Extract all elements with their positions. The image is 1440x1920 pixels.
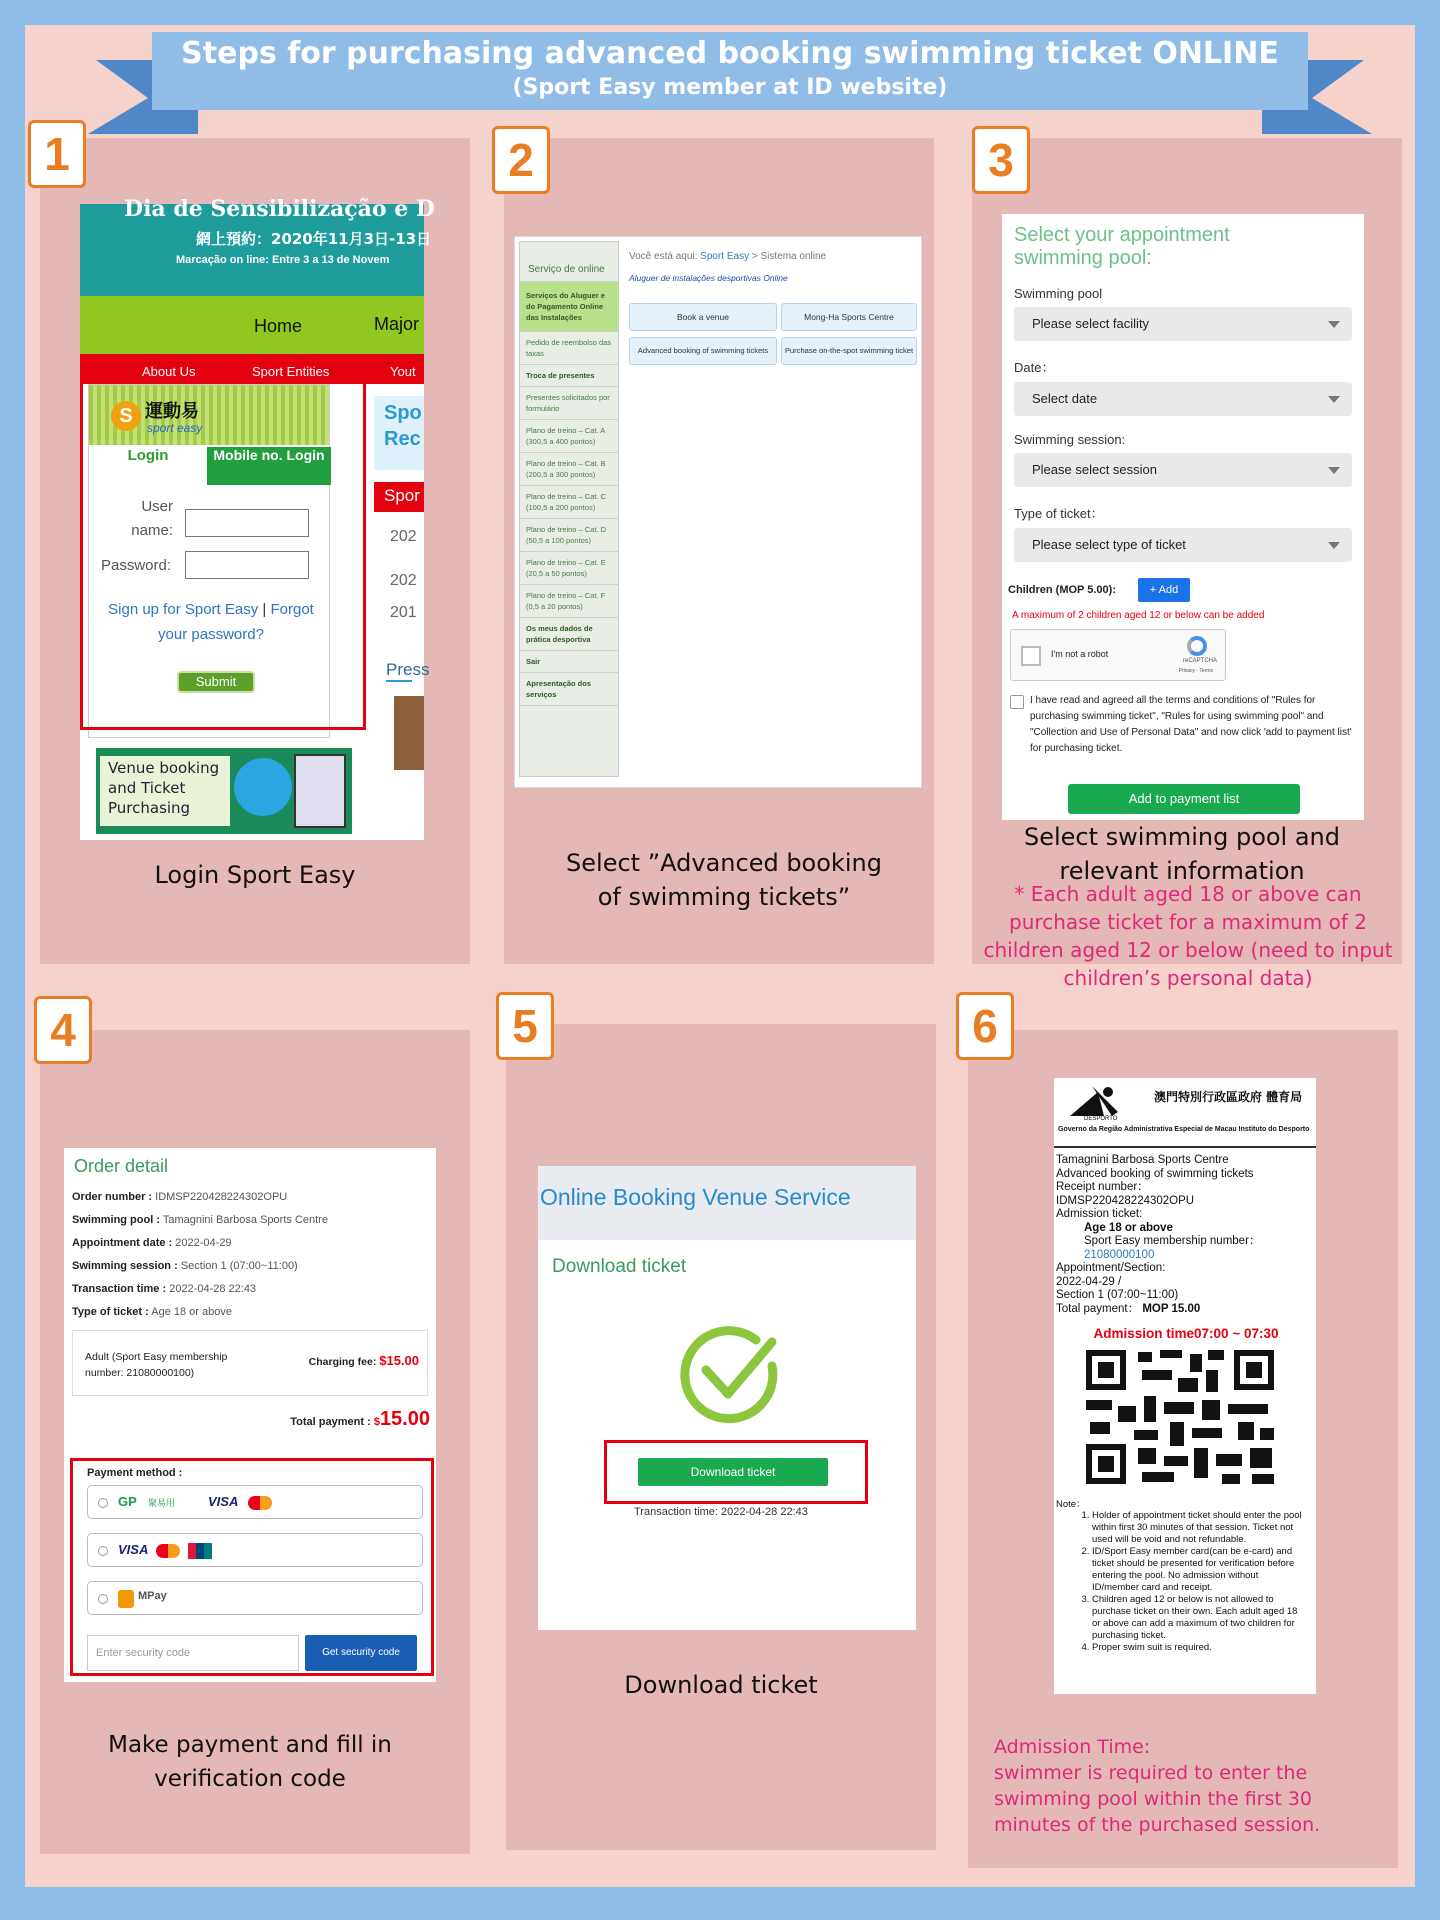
- sidebar-item[interactable]: Plano de treino – Cat. D (50,5 a 100 pontos): [520, 519, 618, 552]
- pay-radio-1[interactable]: [98, 1498, 108, 1508]
- appointment-date: 2022-04-29: [175, 1237, 232, 1249]
- page-subtitle: (Sport Easy member at ID website): [512, 75, 948, 100]
- order-item: Adult (Sport Easy membership number: 21080000100) Charging fee: $15.00: [72, 1330, 428, 1396]
- sidebar-item[interactable]: Serviços do Aluguer e do Pagamento Online das Instalações: [520, 282, 618, 332]
- mpay-icon: [118, 1590, 134, 1608]
- sidebar-item[interactable]: Apresentação dos serviços: [520, 673, 618, 706]
- page-title: Steps for purchasing advanced booking swimming ticket ONLINE: [181, 36, 1279, 71]
- tile-on-the-spot[interactable]: Purchase on-the-spot swimming ticket: [781, 337, 917, 365]
- sub-nav: About Us Sport Entities Yout: [80, 354, 424, 384]
- unionpay-icon: [188, 1543, 212, 1559]
- pay-radio-3[interactable]: [98, 1594, 108, 1604]
- nav-home[interactable]: Home: [254, 316, 303, 336]
- tab-login[interactable]: Login: [89, 447, 207, 485]
- swimming-session: Section 1 (07:00~11:00): [180, 1260, 298, 1272]
- order-detail-title: Order detail: [74, 1156, 169, 1176]
- forgot-password-link[interactable]: Forgot your password?: [158, 601, 314, 643]
- appointment-title: Select your appointment swimming pool:: [1014, 224, 1230, 269]
- pay-option-card[interactable]: VISA: [87, 1533, 423, 1567]
- terms-row: I have read and agreed all the terms and conditions of "Rules for purchasing swimming ticket", "Rules for using swimming pool" and "Collection and Use of Personal Data" and now click 'add to payment list' for purchasing ticket.: [1008, 693, 1358, 757]
- security-code-input[interactable]: Enter security code: [87, 1635, 299, 1671]
- children-warning: A maximum of 2 children aged 12 or below can be added: [1012, 610, 1265, 621]
- sidebar-item[interactable]: Plano de treino – Cat. C (100,5 a 200 pontos): [520, 486, 618, 519]
- password-label: Password:: [101, 557, 172, 574]
- member-number: 21080000100: [1084, 1248, 1155, 1261]
- press-photo: [394, 696, 424, 770]
- step6-screenshot: DESPORTO 澳門特別行政區政府 體育局 Governo da Região Administrativa Especial de Macau Instituto do Desporto Tamagnini Barbosa Sports Centre Advanced booking of swimming tickets Receipt number： IDMSP220428224302OPU Admission ticket: Age 18 or above Sport Easy membership number： 21080000100 Appointment/Section: 2022-04-29 / Section 1 (07:00~11:00) Total payment： MOP 15.00 Admission time07:00 ~ 07:30 Note： 1. Holder of appointment ticket should enter the pool within first 30 minutes of that session. Ticket not used will be void and not refundable. 2. ID/Sport Easy member card(can be e-card) and ticket should be presented for verification before entering the pool. No admission without ID/member card and receipt. 3. Children aged 12 or below is not allowed to purchase ticket on their own. Each adult aged 18 or above can add a maximum of two children for purchasing ticket. 4. Proper swim suit is required.: [1054, 1078, 1316, 1694]
- sidebar-item[interactable]: Plano de treino – Cat. A (300,5 a 400 pontos): [520, 420, 618, 453]
- step2-number: 2: [492, 126, 550, 194]
- total-payment: Total payment : $15.00: [290, 1408, 430, 1430]
- qr-code: [1082, 1348, 1282, 1488]
- header-divider: [1054, 1146, 1316, 1148]
- transaction-time: Transaction time: 2022-04-28 22:43: [634, 1506, 808, 1518]
- login-links: Sign up for Sport Easy | Forgot your password?: [108, 601, 314, 643]
- transaction-time: 2022-04-28 22:43: [169, 1283, 257, 1295]
- sidebar-item[interactable]: Plano de treino – Cat. F (0,5 a 20 pontos): [520, 585, 618, 618]
- sport-easy-logo: S 運動易 sport easy: [89, 385, 329, 445]
- receipt-note-item: 1. Holder of appointment ticket should enter the pool within first 30 minutes of that session. Ticket not used will be void and not refundable.: [1092, 1510, 1302, 1546]
- breadcrumb: Você está aqui: Sport Easy > Sistema online: [629, 251, 827, 262]
- step6-note-title: Admission Time:: [994, 1736, 1151, 1758]
- login-highlight: [80, 378, 366, 730]
- step1-screenshot: [80, 196, 435, 840]
- sidebar-item[interactable]: Sair: [520, 651, 618, 673]
- step5-screenshot: [538, 1166, 916, 1630]
- swimming-pool: Tamagnini Barbosa Sports Centre: [162, 1214, 328, 1226]
- step3-note: * Each adult aged 18 or above can purchase ticket for a maximum of 2 children aged 12 or below (need to input children’s personal data): [983, 882, 1393, 990]
- step1-number: 1: [28, 120, 86, 188]
- order-number: IDMSP220428224302OPU: [155, 1191, 288, 1203]
- admission-time: Admission time07:00 ~ 07:30: [1093, 1326, 1279, 1341]
- step4-screenshot: Order detail Order number : IDMSP220428224302OPU Swimming pool : Tamagnini Barbosa Sports Centre Appointment date : 2022-04-29 Swimming session : Section 1 (07:00~11:00) Transaction time : 2022-04-28 22:43 Type of ticket : Age 18 or above Adult (Sport Easy membership number: 21080000100) Charging fee: $15.00 Total payment : $15.00: [64, 1148, 436, 1682]
- recaptcha[interactable]: I'm not a robot reCAPTCHA Privacy - Terms: [1010, 629, 1226, 681]
- step6-number: 6: [956, 992, 1014, 1060]
- add-to-payment-button[interactable]: Add to payment list: [1068, 784, 1300, 814]
- ticket-type: Age 18 or above: [151, 1306, 232, 1318]
- step5-caption: Download ticket: [624, 1671, 818, 1699]
- tab-mobile-login[interactable]: Mobile no. Login: [207, 447, 331, 485]
- add-child-button[interactable]: + Add: [1138, 578, 1190, 602]
- sidebar-item[interactable]: Plano de treino – Cat. E (20,5 a 50 pontos): [520, 552, 618, 585]
- download-ticket-button[interactable]: Download ticket: [638, 1458, 828, 1486]
- header-banner: [152, 32, 1308, 110]
- payment-highlight: Payment method : GP 聚易用 VISA VISA MPay Enter security code Get security code: [70, 1458, 434, 1676]
- step5-number: 5: [496, 992, 554, 1060]
- tile-mong-ha[interactable]: Mong-Ha Sports Centre: [781, 303, 917, 331]
- sidebar-item[interactable]: Presentes solicitados por formulário: [520, 387, 618, 420]
- mastercard-icon: [156, 1544, 180, 1558]
- pay-radio-2[interactable]: [98, 1546, 108, 1556]
- children-row: Children (MOP 5.00): + Add: [1008, 578, 1358, 602]
- step1-caption: Login Sport Easy: [154, 861, 356, 889]
- logo-icon: S: [111, 401, 141, 431]
- receipt-body: Tamagnini Barbosa Sports Centre Advanced booking of swimming tickets Receipt number： IDMSP220428224302OPU Admission ticket: Age 18 or above Sport Easy membership number： 21080000100 Appointment/Section: 2022-04-29 / Section 1 (07:00~11:00) Total payment： MOP 15.00: [1056, 1154, 1312, 1316]
- terms-checkbox[interactable]: [1010, 695, 1024, 709]
- nav-major[interactable]: Major: [374, 314, 420, 334]
- receipt-note-item: 3. Children aged 12 or below is not allowed to purchase ticket on their own. Each adult aged 18 or above can add a maximum of two children for purchasing ticket.: [1092, 1594, 1302, 1642]
- date-select[interactable]: Select date: [1014, 382, 1352, 416]
- tile-book-venue[interactable]: Book a venue: [629, 303, 777, 331]
- captcha-checkbox[interactable]: [1021, 646, 1041, 666]
- side-column: Spo Rec Spor 202 202 201 Press: [374, 396, 424, 840]
- step4-number: 4: [34, 996, 92, 1064]
- promo-banner[interactable]: Venue booking and Ticket Purchasing: [96, 748, 352, 834]
- sidebar-item[interactable]: Troca de presentes: [520, 365, 618, 387]
- username-label: User name:: [131, 498, 173, 539]
- session-select[interactable]: Please select session: [1014, 453, 1352, 487]
- submit-button[interactable]: Submit: [177, 671, 255, 693]
- service-header: Online Booking Venue Service: [538, 1166, 916, 1240]
- sidebar-item[interactable]: Plano de treino – Cat. B (200,5 a 300 pontos): [520, 453, 618, 486]
- pay-option-mpay[interactable]: MPay: [87, 1581, 423, 1615]
- get-security-code-button[interactable]: Get security code: [305, 1635, 417, 1671]
- step3-screenshot: Select your appointment swimming pool: Swimming pool Please select facility Date： Select date Swimming session: Please select session Type of ticket： Please select type of ticket Children (MOP 5.00): + Add A maximum of 2 children aged 12 or below can be added I'm not a robot reCAPTCHA Privacy - Terms I have read and agreed all the terms and conditions of "Rules for purchasing swimming ticket", "Rules for using swimming pool" and "Collection and Use of Personal Data" and now click 'add to payment list' for purchasing ticket. Add to payment list: [1002, 214, 1364, 820]
- section-title: Aluguer de instalações desportivas Online: [629, 273, 788, 283]
- sidebar-item[interactable]: Pedido de reembolso das taxas: [520, 332, 618, 365]
- event-banner: Dia de Sensibilização e D 網上預約：2020年11月3日-13日 Marcação on line: Entre 3 a 13 de Novem: [80, 204, 424, 296]
- receipt-note-item: 2. ID/Sport Easy member card(can be e-card) and ticket should be presented for verification before entering the pool. No admission without ID/member card and receipt.: [1092, 1546, 1302, 1594]
- pay-option-macau[interactable]: GP 聚易用 VISA: [87, 1485, 423, 1519]
- signup-link[interactable]: Sign up for Sport Easy: [108, 601, 259, 618]
- receipt-notes: [1066, 1510, 1302, 1654]
- step6-note: swimmer is required to enter the swimming pool within the first 30 minutes of the purchased session.: [994, 1762, 1321, 1836]
- pool-select[interactable]: Please select facility: [1014, 307, 1352, 341]
- step3-caption: Select swimming pool and relevant information: [1023, 823, 1341, 885]
- receipt-note-item: 4. Proper swim suit is required.: [1092, 1642, 1302, 1654]
- receipt-number: IDMSP220428224302OPU: [1056, 1194, 1195, 1207]
- booking-icon: [234, 758, 292, 816]
- step2-screenshot: [514, 236, 922, 788]
- main-nav: [80, 296, 424, 354]
- online-sidebar: Serviço de online Serviços do Aluguer e do Pagamento Online das Instalações Pedido de reembolso das taxas Troca de presentes Presentes solicitados por formulário Plano de treino – Cat. A (300,5 a 400 pontos) Plano de treino – Cat. B (200,5 a 300 pontos) Plano de treino – Cat. C (100,5 a 200 pontos) Plano de treino – Cat. D (50,5 a 100 pontos) Plano de treino – Cat. E (20,5 a 50 pontos) Plano de treino – Cat. F (0,5 a 20 pontos) Os meus dados de prática desportiva Sair Apresentação dos serviços: [519, 241, 619, 777]
- check-circle-icon: [676, 1316, 786, 1426]
- mastercard-icon: [248, 1496, 272, 1510]
- download-subtitle: Download ticket: [552, 1256, 687, 1277]
- tile-advanced-booking[interactable]: Advanced booking of swimming tickets: [629, 337, 777, 365]
- phone-mockup: [294, 754, 346, 828]
- sidebar-item[interactable]: Os meus dados de prática desportiva: [520, 618, 618, 651]
- recaptcha-icon: [1187, 636, 1207, 656]
- step4-caption: Make payment and fill in verification code: [108, 1732, 392, 1792]
- step3-number: 3: [972, 126, 1030, 194]
- step2-caption: Select ”Advanced booking of swimming tickets”: [566, 849, 882, 911]
- ticket-type-select[interactable]: Please select type of ticket: [1014, 528, 1352, 562]
